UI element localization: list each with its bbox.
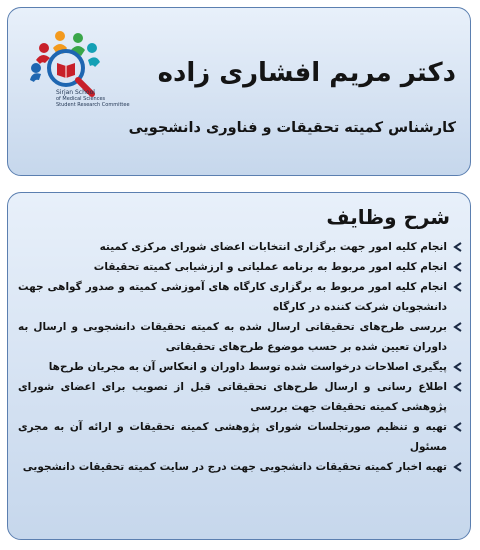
duty-text: انجام کلیه امور مربوط به برگزاری کارگاه های آموزشی کمیته و صدور گواهی جهت دانشجویان شرکت کننده در کارگاه (18, 281, 447, 313)
duty-item (18, 237, 462, 257)
duty-text: اطلاع رسانی و ارسال طرح‌های تحقیقاتی قبل از تصویب برای اعضای شورای پژوهشی کمیته تحقیقات جهت بررسی (18, 381, 447, 413)
arrow-bullet-icon (453, 462, 462, 472)
arrow-bullet-icon (453, 262, 462, 272)
duty-text: انجام کلیه امور مربوط به برنامه عملیاتی و ارزشیابی کمیته تحقیقات (93, 261, 447, 273)
profile-card (7, 7, 471, 176)
duty-item (18, 377, 462, 417)
logo-line-2: of Medical Sciences (56, 96, 106, 102)
duties-card (7, 192, 471, 540)
arrow-bullet-icon (453, 422, 462, 432)
logo-line-1: Sirjan School (56, 89, 95, 96)
duty-text: انجام کلیه امور جهت برگزاری انتخابات اعضای شورای مرکزی کمیته (99, 241, 447, 253)
person-name: دکتر مریم افشاری زاده (157, 58, 456, 88)
duty-item (18, 277, 462, 317)
duty-text: تهیه و تنظیم صورتجلسات شورای پژوهشی کمیته تحقیقات و ارائه آن به مجری مسئول (18, 421, 447, 453)
arrow-bullet-icon (453, 382, 462, 392)
arrow-bullet-icon (453, 362, 462, 372)
logo-caption (56, 89, 130, 108)
duty-text: پیگیری اصلاحات درخواست شده توسط داوران و انعکاس آن به مجریان طرح‌ها (48, 361, 447, 373)
arrow-bullet-icon (453, 282, 462, 292)
arrow-bullet-icon (453, 242, 462, 252)
duties-title: شرح وظایف (326, 205, 450, 229)
magnifier-people-logo-icon (20, 18, 130, 128)
duty-item (18, 317, 462, 357)
school-logo (20, 18, 130, 128)
duty-item (18, 417, 462, 457)
logo-line-3: Student Research Committee (56, 102, 130, 108)
duty-item (18, 257, 462, 277)
duty-text: تهیه اخبار کمیته تحقیقات دانشجویی جهت درج در سایت کمیته تحقیقات دانشجویی (22, 461, 447, 473)
duty-item (18, 357, 462, 377)
duty-text: بررسی طرح‌های تحقیقاتی ارسال شده به کمیته تحقیقات دانشجویی و ارسال به داوران تعیین شده بر حسب موضوع طرح‌های تحقیقاتی (18, 321, 447, 353)
person-role: کارشناس کمیته تحقیقات و فناوری دانشجویی (128, 120, 456, 136)
arrow-bullet-icon (453, 322, 462, 332)
duties-list (18, 237, 462, 477)
duty-item (18, 457, 462, 477)
